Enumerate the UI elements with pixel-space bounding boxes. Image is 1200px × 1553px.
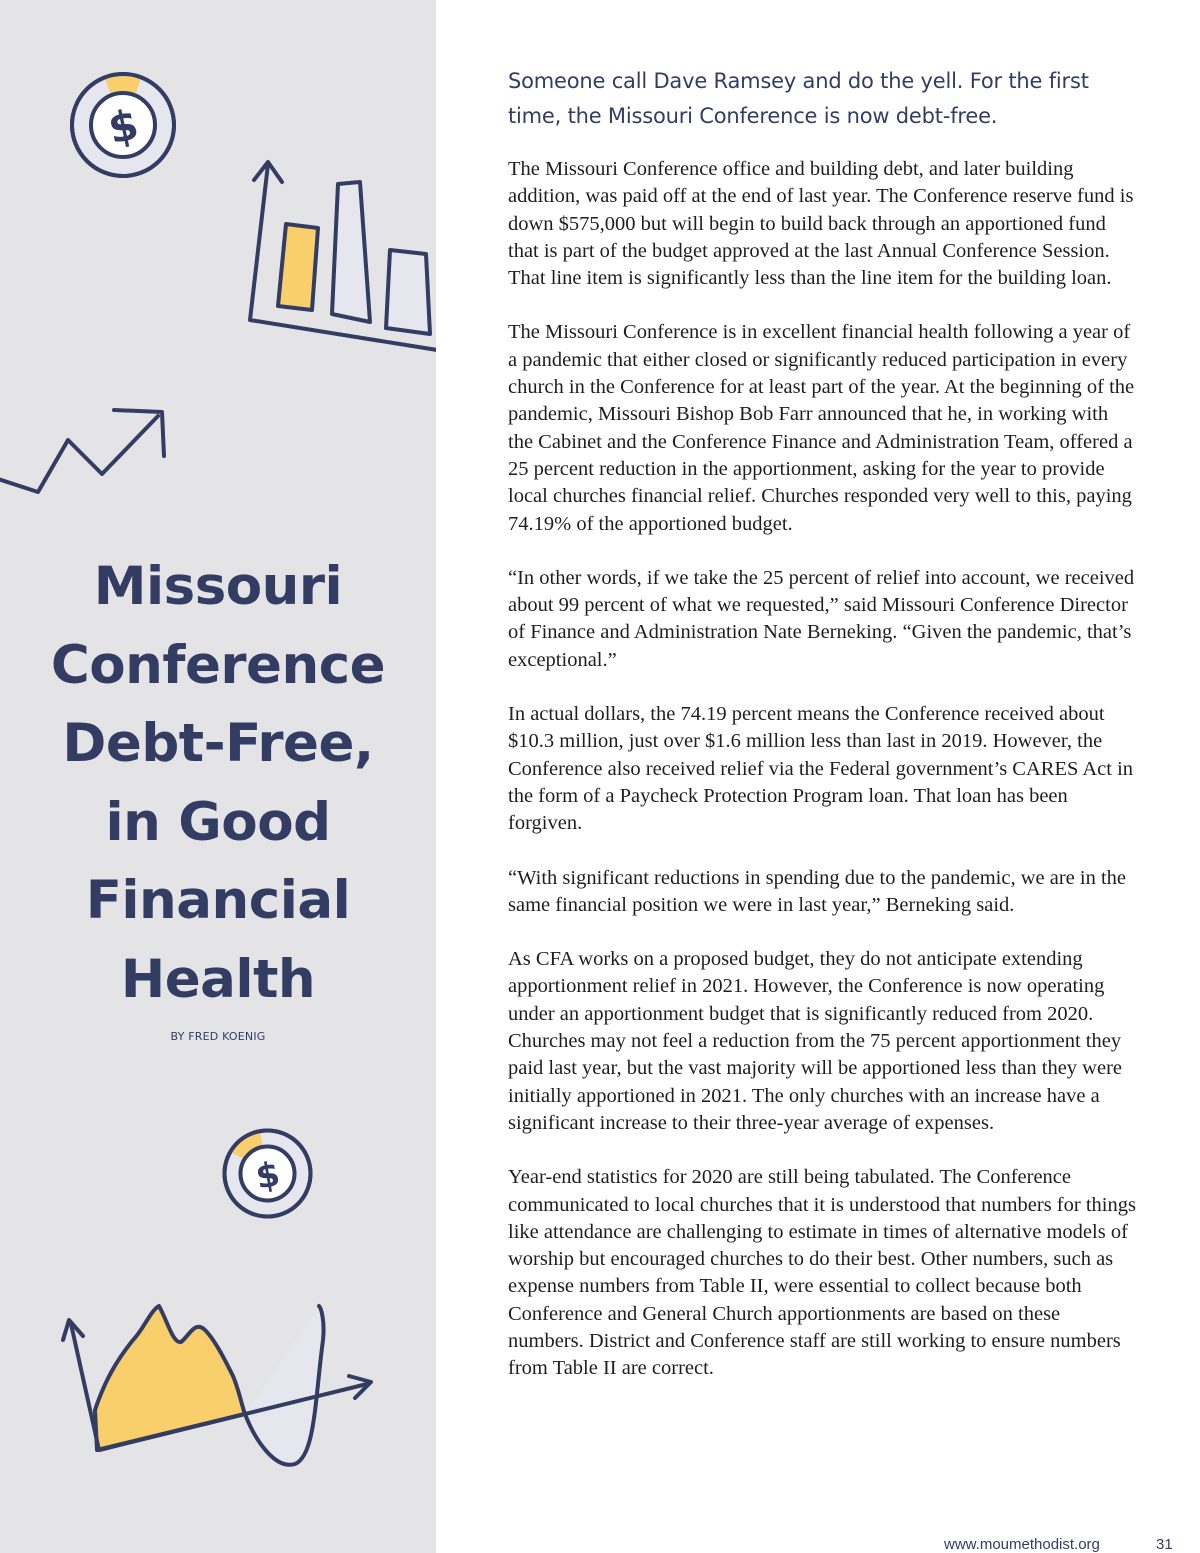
page-number: 31 bbox=[1156, 1536, 1173, 1553]
paragraph: In actual dollars, the 74.19 percent means the Conference received about $10.3 million, just over $1.6 million less than last in 2019. However, the Conference also received relief via the Federal government’s CARES Act in the form of a Paycheck Protection Program loan. That loan has been forgiven. bbox=[508, 703, 1134, 835]
title-line: Conference bbox=[50, 634, 386, 696]
paragraph: “With significant reductions in spending due to the pandemic, we are in the same financial position we were in last year,” Berneking said. bbox=[508, 866, 1126, 916]
title-line: Debt-Free, bbox=[62, 713, 374, 774]
article-title bbox=[0, 548, 436, 1019]
paragraph: As CFA works on a proposed budget, they do not anticipate extending apportionment relief in 2021. However, the Conference is now operating under an apportionment budget that is significantly reduced from 2020. Churches may not feel a reduction from the 75 percent apportionment they paid last year, but the vast majority will be apportioned less than they were initially apportioned in 2021. The only churches with an increase have a significant increase to their three-year average of expenses. bbox=[508, 948, 1123, 1134]
svg-text:$: $ bbox=[103, 99, 143, 154]
paragraph: The Missouri Conference office and building debt, and later building addition, was paid off at the end of last year. The Conference reserve fund is down $575,000 but will begin to build back through an apportioned fund that is part of the budget approved at the last Annual Conference Session. That line item is significantly less than the line item for the building loan. bbox=[508, 158, 1134, 290]
area-chart-icon bbox=[55, 1300, 385, 1480]
coin-dollar-icon bbox=[68, 70, 178, 180]
byline: BY FRED KOENIG bbox=[170, 1030, 266, 1043]
title-line: Missouri bbox=[93, 556, 343, 617]
paragraph: “In other words, if we take the 25 percent of relief into account, we received about 99 percent of what we requested,” said Missouri Conference Director of Finance and Administration Nate Berneking. “Given the pandemic, that’s exceptional.” bbox=[508, 566, 1135, 671]
paragraph: The Missouri Conference is in excellent financial health following a year of a pandemic that either closed or significantly reduced participation in every church in the Conference for at least part of the year. At the beginning of the pandemic, Missouri Bishop Bob Farr announced that he, in working with the Cabinet and the Conference Finance and Administration Team, offered a 25 percent reduction in the apportionment, asking for the year to provide local churches financial relief. Churches responded very well to this, paying 74.19% of the apportioned budget. bbox=[508, 321, 1135, 535]
article-body bbox=[508, 64, 1138, 1410]
svg-text:$: $ bbox=[252, 1154, 284, 1198]
title-line: Health bbox=[120, 948, 316, 1010]
footer-url[interactable]: www.moumethodist.org bbox=[944, 1536, 1100, 1553]
paragraph: Year-end statistics for 2020 are still being tabulated. The Conference communicated to local churches that it is understood that numbers for things like attendance are challenging to estimate in times of alternative models of worship but encouraged churches to do their best. Other numbers, such as expense numbers from Table II, were essential to collect because both Conference and General Church apportionments are based on these numbers. District and Conference staff are still working to ensure numbers from Table II are correct. bbox=[508, 1166, 1136, 1380]
trend-arrow-icon bbox=[0, 400, 180, 500]
title-line: Financial bbox=[85, 870, 351, 931]
sidebar-panel bbox=[0, 0, 436, 1553]
bar-chart-icon bbox=[240, 150, 436, 365]
coin-dollar-icon bbox=[220, 1126, 315, 1221]
title-line: in Good bbox=[105, 791, 331, 853]
lede: Someone call Dave Ramsey and do the yell. For the first time, the Missouri Conference is now debt-free. bbox=[508, 69, 1089, 128]
